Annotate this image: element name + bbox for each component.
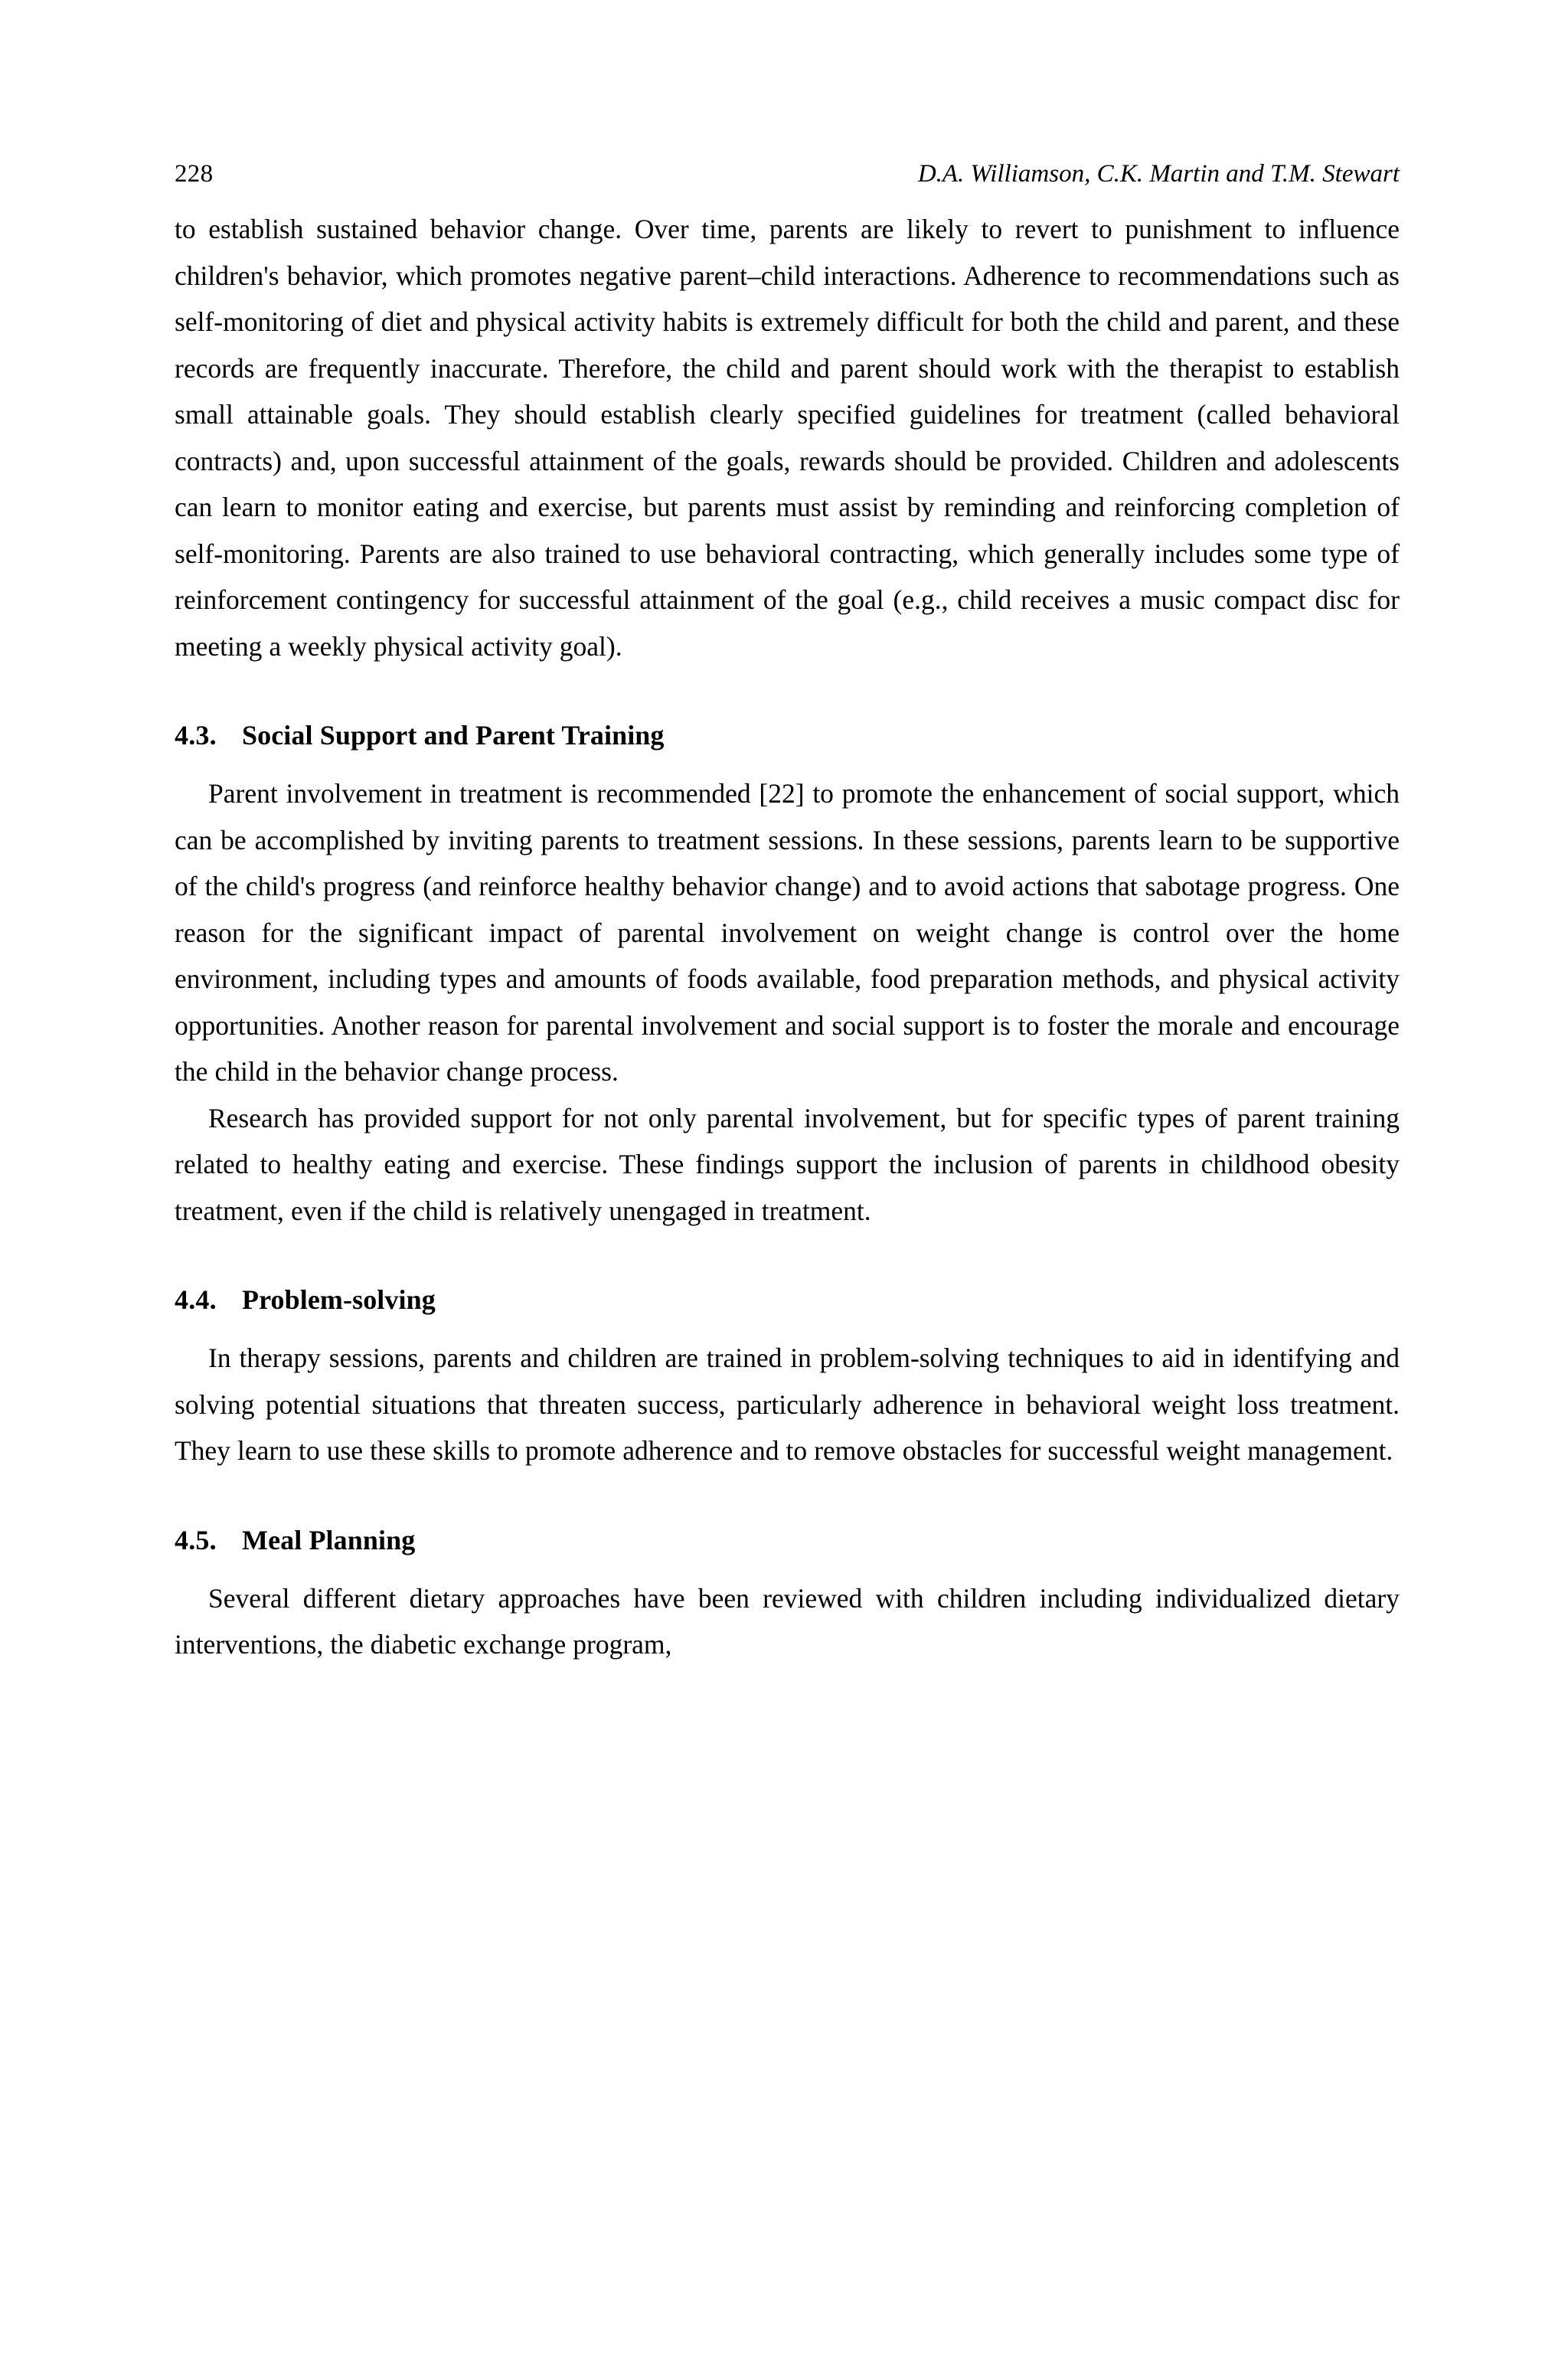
heading-spacer — [175, 1318, 1400, 1335]
section-number: 4.3. — [175, 720, 217, 751]
heading-spacer — [175, 754, 1400, 770]
heading-spacer — [175, 1558, 1400, 1575]
running-head — [175, 157, 1400, 206]
section-number: 4.4. — [175, 1284, 217, 1315]
section-title: Social Support and Parent Training — [242, 720, 665, 751]
running-head-authors: D.A. Williamson, C.K. Martin and T.M. Stewart — [917, 160, 1400, 188]
paragraph: In therapy sessions, parents and children are trained in problem-solving techniques to aid in identifying and solving potential situations that threaten success, particularly adherence in behavioral weight loss treatment. They learn to use these skills to promote adherence and to remove obstacles for successful weight management. — [175, 1343, 1400, 1466]
section-title: Meal Planning — [242, 1524, 416, 1555]
continuation-paragraph: to establish sustained behavior change. Over time, parents are likely to revert to punishment to influence children's behavior, which promotes negative parent–child interactions. Adherence to recommendations such as self-monitoring of diet and physical activity habits is extremely difficult for both the child and parent, and these records are frequently inaccurate. Therefore, the child and parent should work with the therapist to establish small attainable goals. They should establish clearly specified guidelines for treatment (called behavioral contracts) and, upon successful attainment of the goals, rewards should be provided. Children and adolescents can learn to monitor eating and exercise, but parents must assist by reminding and reinforcing completion of self-monitoring. Parents are also trained to use behavioral contracting, which generally includes some type of reinforcement contingency for successful attainment of the goal (e.g., child receives a music compact disc for meeting a weekly physical activity goal). — [175, 214, 1400, 662]
page-content-column — [175, 0, 1400, 1668]
section-spacer — [175, 1474, 1400, 1522]
section-heading-4-5 — [175, 1522, 1400, 1558]
section-heading-4-3 — [175, 717, 1400, 754]
section-spacer — [175, 669, 1400, 717]
paragraph: Research has provided support for not only parental involvement, but for specific types of parent training related to healthy eating and exercise. These findings support the inclusion of parents in childhood obesity treatment, even if the child is relatively unengaged in treatment. — [175, 1102, 1400, 1226]
page-number: 228 — [175, 160, 214, 188]
section-heading-4-4 — [175, 1281, 1400, 1318]
section-title: Problem-solving — [242, 1284, 436, 1315]
section-number: 4.5. — [175, 1524, 217, 1555]
section-spacer — [175, 1234, 1400, 1281]
paragraph: Several different dietary approaches have been reviewed with children including individualized dietary interventions, the diabetic exchange program, — [175, 1582, 1400, 1660]
paragraph: Parent involvement in treatment is recommended [22] to promote the enhancement of social support, which can be accomplished by inviting parents to treatment sessions. In these sessions, parents learn to be supportive of the child's progress (and reinforce healthy behavior change) and to avoid actions that sabotage progress. One reason for the significant impact of parental involvement on weight change is control over the home environment, including types and amounts of foods available, food preparation methods, and physical activity opportunities. Another reason for parental involvement and social support is to foster the morale and encourage the child in the behavior change process. — [175, 778, 1400, 1087]
